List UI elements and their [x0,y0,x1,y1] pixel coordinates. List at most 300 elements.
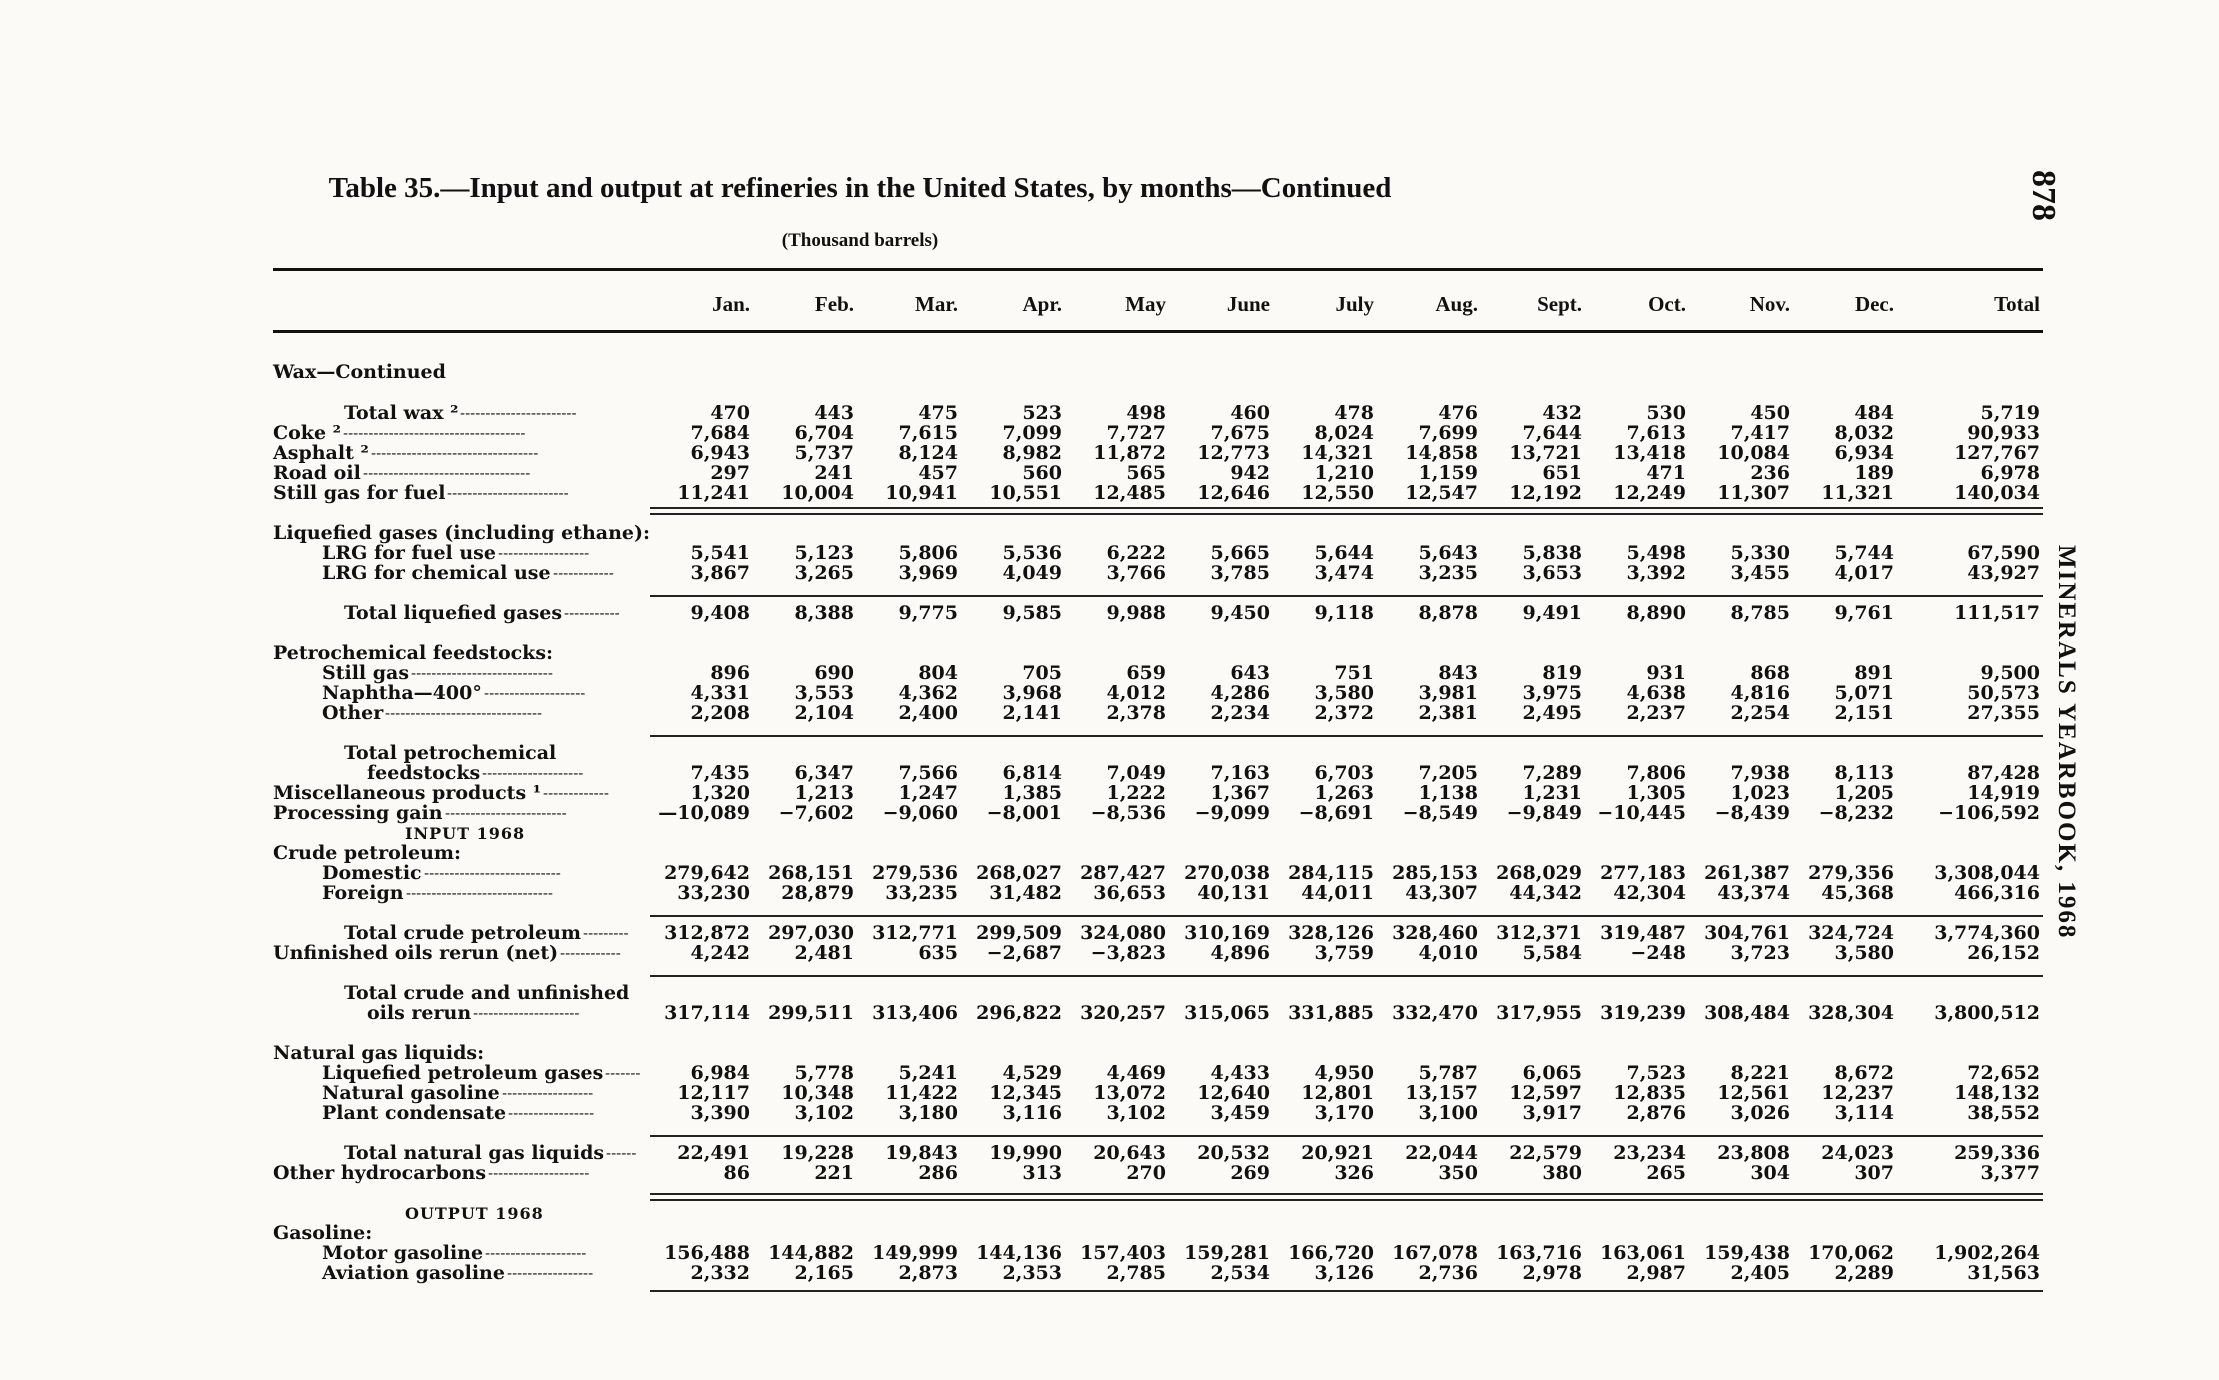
table-cell: 350 [1438,1162,1478,1184]
table-cell: 296,822 [976,1002,1062,1024]
table-cell: 2,332 [690,1262,750,1284]
table-cell: 2,495 [1522,702,1582,724]
table-cell: 7,675 [1210,422,1270,444]
table-cell: 7,205 [1418,762,1478,784]
table-cell: 2,381 [1418,702,1478,724]
table-cell: 8,982 [1002,442,1062,464]
table-cell: 12,835 [1613,1082,1686,1104]
table-cell: −10,445 [1597,802,1686,824]
row-label: Foreign [322,882,404,904]
row-label: LRG for chemical use [322,562,551,584]
table-cell: 6,704 [794,422,854,444]
section-rule [650,915,2043,917]
table-cell: 159,281 [1184,1242,1270,1264]
table-cell: 3,580 [1834,942,1894,964]
table-cell: 12,646 [1197,482,1270,504]
table-cell: 560 [1022,462,1062,484]
table-cell: 3,800,512 [1934,1002,2040,1024]
column-header: Oct. [1648,292,1686,316]
table-cell: 13,157 [1405,1082,1478,1104]
table-cell: —10,089 [658,802,750,824]
table-cell: 10,084 [1717,442,1790,464]
table-cell: 3,766 [1106,562,1166,584]
table-cell: 8,878 [1418,602,1478,624]
table-cell: 5,778 [794,1062,854,1084]
column-header: Sept. [1537,292,1582,316]
leader-dots: ------------ [553,564,614,582]
table-cell: 1,023 [1730,782,1790,804]
table-cell: 432 [1542,402,1582,424]
table-cell: 310,169 [1184,922,1270,944]
leader-dots: ----------------- [508,1104,595,1122]
table-cell: 3,102 [794,1102,854,1124]
table-cell: 261,387 [1704,862,1790,884]
table-cell: 7,049 [1106,762,1166,784]
table-cell: 3,390 [690,1102,750,1124]
table-cell: 90,933 [1967,422,2040,444]
table-cell: −8,001 [986,802,1062,824]
table-cell: 3,114 [1834,1102,1894,1124]
table-cell: 942 [1230,462,1270,484]
table-cell: 7,615 [898,422,958,444]
table-cell: 67,590 [1967,542,2040,564]
table-cell: −8,691 [1298,802,1374,824]
row-label: Other [322,702,384,724]
table-cell: 19,843 [885,1142,958,1164]
row-label: feedstocks [367,762,481,784]
table-cell: 6,222 [1106,542,1166,564]
table-cell: 3,377 [1980,1162,2040,1184]
leader-dots: --------------------------------- [371,444,539,462]
table-cell: 2,254 [1730,702,1790,724]
section-rule [650,735,2043,737]
table-cell: 268,027 [976,862,1062,884]
leader-dots: ------------------ [498,544,590,562]
table-cell: 10,941 [885,482,958,504]
row-label: Liquefied petroleum gases [322,1062,604,1084]
table-cell: 2,151 [1834,702,1894,724]
table-cell: 4,816 [1730,682,1790,704]
column-header: Dec. [1854,292,1894,316]
leader-dots: ---------------------------- [411,664,553,682]
table-cell: 6,065 [1522,1062,1582,1084]
table-cell: 10,004 [781,482,854,504]
table-cell: 268,151 [768,862,854,884]
row-label: Processing gain [273,802,443,824]
table-cell: 2,237 [1626,702,1686,724]
section-rule [650,975,2043,977]
table-cell: 896 [710,662,750,684]
table-cell: 313,406 [872,1002,958,1024]
table-cell: 20,921 [1301,1142,1374,1164]
table-cell: 1,247 [898,782,958,804]
table-cell: 7,099 [1002,422,1062,444]
table-cell: 6,984 [690,1062,750,1084]
table-cell: 170,062 [1808,1242,1894,1264]
table-cell: 221 [814,1162,854,1184]
table-cell: 189 [1854,462,1894,484]
leader-dots: ------------ [560,944,621,962]
table-cell: 4,242 [690,942,750,964]
table-cell: 4,331 [690,682,750,704]
table-cell: 45,368 [1821,882,1894,904]
table-cell: 2,378 [1106,702,1166,724]
table-cell: 159,438 [1704,1242,1790,1264]
table-cell: 843 [1438,662,1478,684]
table-cell: 5,541 [690,542,750,564]
table-cell: 1,263 [1314,782,1374,804]
table-cell: 2,978 [1522,1262,1582,1284]
row-label: Aviation gasoline [322,1262,505,1284]
table-cell: 26,152 [1967,942,2040,964]
table-cell: 315,065 [1184,1002,1270,1024]
table-cell: 457 [918,462,958,484]
table-cell: 478 [1334,402,1374,424]
table-cell: 470 [710,402,750,424]
table-cell: 4,638 [1626,682,1686,704]
table-cell: 33,230 [677,882,750,904]
table-cell: 287,427 [1080,862,1166,884]
table-cell: 19,228 [781,1142,854,1164]
table-cell: 308,484 [1704,1002,1790,1024]
table-cell: 144,882 [768,1242,854,1264]
table-cell: 8,388 [794,602,854,624]
double-rule [650,1199,2043,1201]
table-cell: 2,234 [1210,702,1270,724]
table-cell: 2,208 [690,702,750,724]
table-cell: 2,987 [1626,1262,1686,1284]
table-cell: −8,439 [1714,802,1790,824]
table-cell: 3,580 [1314,682,1374,704]
table-cell: 297,030 [768,922,854,944]
leader-dots: ------------------------------------ [343,424,526,442]
table-cell: 148,132 [1954,1082,2040,1104]
table-cell: 156,488 [664,1242,750,1264]
table-cell: 4,469 [1106,1062,1166,1084]
table-cell: 7,699 [1418,422,1478,444]
table-cell: 7,684 [690,422,750,444]
table-cell: 20,532 [1197,1142,1270,1164]
table-cell: 3,455 [1730,562,1790,584]
table-cell: 5,584 [1522,942,1582,964]
table-cell: 27,355 [1967,702,2040,724]
table-cell: 484 [1854,402,1894,424]
table-cell: 12,550 [1301,482,1374,504]
double-rule [650,507,2043,509]
table-cell: 7,435 [690,762,750,784]
table-cell: 3,459 [1210,1102,1270,1124]
table-cell: 319,239 [1600,1002,1686,1024]
column-header: Apr. [1022,292,1062,316]
table-cell: 7,727 [1106,422,1166,444]
row-label: Coke ² [273,422,341,444]
table-cell: 43,307 [1405,882,1478,904]
table-cell: 270 [1126,1162,1166,1184]
column-header: Feb. [814,292,854,316]
table-title: Table 35.—Input and output at refineries in the United States, by months—Continued [328,172,1392,204]
table-subtitle: (Thousand barrels) [781,230,939,251]
leader-dots: -------------------- [484,684,586,702]
table-cell: 4,433 [1210,1062,1270,1084]
table-cell: 40,131 [1197,882,1270,904]
table-cell: 2,372 [1314,702,1374,724]
table-cell: 149,999 [872,1242,958,1264]
table-cell: 4,950 [1314,1062,1374,1084]
table-cell: 7,938 [1730,762,1790,784]
table-cell: 304 [1750,1162,1790,1184]
table-cell: 3,653 [1522,562,1582,584]
table-cell: 5,536 [1002,542,1062,564]
row-label: Motor gasoline [322,1242,484,1264]
table-cell: 9,988 [1106,602,1166,624]
table-cell: 127,767 [1954,442,2040,464]
table-cell: 5,643 [1418,542,1478,564]
row-label: Other hydrocarbons [273,1162,487,1184]
table-cell: 86 [723,1162,750,1184]
table-cell: 5,123 [794,542,854,564]
row-label: INPUT 1968 [405,824,526,843]
table-cell: 3,968 [1002,682,1062,704]
table-cell: 8,113 [1834,762,1894,784]
table-cell: 819 [1542,662,1582,684]
table-cell: 285,153 [1392,862,1478,884]
table-cell: 2,736 [1418,1262,1478,1284]
leader-dots: -------------------- [485,1244,587,1262]
table-cell: 163,716 [1496,1242,1582,1264]
table-cell: 5,665 [1210,542,1270,564]
table-cell: 22,491 [677,1142,750,1164]
table-cell: 11,241 [677,482,750,504]
table-cell: 7,523 [1626,1062,1686,1084]
table-cell: 324,080 [1080,922,1166,944]
table-cell: 8,890 [1626,602,1686,624]
table-cell: 43,927 [1967,562,2040,584]
table-cell: −9,099 [1194,802,1270,824]
column-header: June [1226,292,1270,316]
row-label: Natural gas liquids: [273,1042,485,1064]
table-cell: 42,304 [1613,882,1686,904]
table-cell: 466,316 [1954,882,2040,904]
table-cell: 7,806 [1626,762,1686,784]
table-cell: 43,374 [1717,882,1790,904]
row-label: Gasoline: [273,1222,373,1244]
table-cell: 450 [1750,402,1790,424]
table-cell: 751 [1334,662,1374,684]
table-cell: −8,549 [1402,802,1478,824]
table-cell: 11,422 [885,1082,958,1104]
table-cell: −3,823 [1090,942,1166,964]
table-cell: 3,026 [1730,1102,1790,1124]
table-cell: 23,808 [1717,1142,1790,1164]
table-cell: 5,787 [1418,1062,1478,1084]
column-header: Jan. [712,292,750,316]
table-cell: 8,672 [1834,1062,1894,1084]
column-header: July [1335,292,1374,316]
section-rule [650,595,2043,597]
leader-dots: ----------------- [507,1264,594,1282]
running-head: MINERALS YEARBOOK, 1968 [2053,545,2080,940]
table-cell: 3,100 [1418,1102,1478,1124]
table-cell: 8,124 [898,442,958,464]
table-cell: 635 [918,942,958,964]
table-cell: 7,566 [898,762,958,784]
table-cell: 7,613 [1626,422,1686,444]
table-cell: 236 [1750,462,1790,484]
section-rule [650,1135,2043,1137]
table-cell: 651 [1542,462,1582,484]
table-cell: 7,644 [1522,422,1582,444]
column-header: Aug. [1435,292,1478,316]
table-cell: 5,498 [1626,542,1686,564]
table-cell: 12,192 [1509,482,1582,504]
table-cell: 313 [1022,1162,1062,1184]
table-cell: 9,118 [1314,602,1374,624]
table-cell: 9,408 [690,602,750,624]
table-cell: 3,785 [1210,562,1270,584]
table-cell: 11,321 [1821,482,1894,504]
table-cell: 565 [1126,462,1166,484]
table-cell: 14,919 [1967,782,2040,804]
table-cell: 19,990 [989,1142,1062,1164]
table-cell: 4,010 [1418,942,1478,964]
table-cell: 12,597 [1509,1082,1582,1104]
leader-dots: ------------------------ [447,484,569,502]
table-cell: 44,011 [1301,882,1374,904]
table-cell: 13,721 [1509,442,1582,464]
table-cell: 22,044 [1405,1142,1478,1164]
leader-dots: --------------------------------- [363,464,531,482]
table-cell: −8,536 [1090,802,1166,824]
table-cell: 13,418 [1613,442,1686,464]
table-cell: 2,481 [794,942,854,964]
table-cell: 144,136 [976,1242,1062,1264]
table-cell: 279,356 [1808,862,1894,884]
table-cell: 3,553 [794,682,854,704]
table-cell: 269 [1230,1162,1270,1184]
table-cell: 5,806 [898,542,958,564]
table-cell: 265 [1646,1162,1686,1184]
table-cell: 11,307 [1717,482,1790,504]
table-cell: 3,759 [1314,942,1374,964]
leader-dots: --------------------- [473,1004,580,1022]
table-cell: 643 [1230,662,1270,684]
table-cell: 11,872 [1093,442,1166,464]
table-cell: 4,286 [1210,682,1270,704]
table-cell: 299,511 [768,1002,854,1024]
table-cell: 319,487 [1600,922,1686,944]
table-cell: 331,885 [1288,1002,1374,1024]
table-cell: 259,336 [1954,1142,2040,1164]
table-cell: 299,509 [976,922,1062,944]
table-cell: 28,879 [781,882,854,904]
table-cell: 140,034 [1954,482,2040,504]
table-cell: 530 [1646,402,1686,424]
table-cell: 1,159 [1418,462,1478,484]
leader-dots: ------------------------ [445,804,567,822]
row-label: LRG for fuel use [322,542,496,564]
leader-dots: ------ [606,1144,637,1162]
table-cell: 690 [814,662,854,684]
table-cell: 286 [918,1162,958,1184]
table-cell: 312,872 [664,922,750,944]
leader-dots: ------------- [543,784,609,802]
table-cell: 31,482 [989,882,1062,904]
table-cell: 284,115 [1288,862,1374,884]
leader-dots: -------------------- [482,764,584,782]
table-cell: 3,917 [1522,1102,1582,1124]
table-cell: 380 [1542,1162,1582,1184]
table-cell: 498 [1126,402,1166,424]
table-cell: 471 [1646,462,1686,484]
table-cell: 5,241 [898,1062,958,1084]
table-cell: 9,775 [898,602,958,624]
table-cell: 1,222 [1106,782,1166,804]
table-cell: 1,367 [1210,782,1270,804]
table-cell: 312,771 [872,922,958,944]
table-cell: 5,744 [1834,542,1894,564]
leader-dots: ------------------ [502,1084,594,1102]
table-cell: 4,362 [898,682,958,704]
table-cell: 3,774,360 [1934,922,2040,944]
table-cell: 3,126 [1314,1262,1374,1284]
table-cell: 1,385 [1002,782,1062,804]
row-label: Total wax ² [344,402,459,424]
table-cell: 317,114 [664,1002,750,1024]
table-cell: 1,305 [1626,782,1686,804]
table-cell: 5,644 [1314,542,1374,564]
row-label: Total natural gas liquids [344,1142,605,1164]
table-cell: 297 [710,462,750,484]
page-number: 878 [2025,170,2062,221]
table-cell: 3,265 [794,562,854,584]
leader-dots: --------------------------- [424,864,561,882]
table-cell: 12,345 [989,1082,1062,1104]
row-label: Liquefied gases (including ethane): [273,522,650,544]
row-label: Plant condensate [322,1102,507,1124]
table-cell: 5,737 [794,442,854,464]
row-label: Wax—Continued [273,361,446,383]
table-cell: 3,102 [1106,1102,1166,1124]
table-cell: 167,078 [1392,1242,1478,1264]
table-cell: 5,719 [1980,402,2040,424]
table-cell: 9,491 [1522,602,1582,624]
table-cell: 1,213 [794,782,854,804]
table-cell: 8,221 [1730,1062,1790,1084]
table-cell: 7,417 [1730,422,1790,444]
table-cell: 7,163 [1210,762,1270,784]
table-cell: 3,723 [1730,942,1790,964]
table-cell: 328,304 [1808,1002,1894,1024]
table-cell: 320,257 [1080,1002,1166,1024]
table-cell: 22,579 [1509,1142,1582,1164]
table-cell: 3,180 [898,1102,958,1124]
table-cell: 3,867 [690,562,750,584]
table-cell: 12,773 [1197,442,1270,464]
table-cell: 44,342 [1509,882,1582,904]
table-cell: 3,981 [1418,682,1478,704]
table-cell: 8,024 [1314,422,1374,444]
table-cell: 50,573 [1967,682,2040,704]
table-cell: 10,551 [989,482,1062,504]
table-cell: 2,289 [1834,1262,1894,1284]
table-cell: −106,592 [1938,802,2040,824]
table-cell: 1,231 [1522,782,1582,804]
leader-dots: ------- [605,1064,641,1082]
table-cell: 38,552 [1967,1102,2040,1124]
table-cell: 1,138 [1418,782,1478,804]
row-label: Road oil [273,462,361,484]
table-cell: 277,183 [1600,862,1686,884]
